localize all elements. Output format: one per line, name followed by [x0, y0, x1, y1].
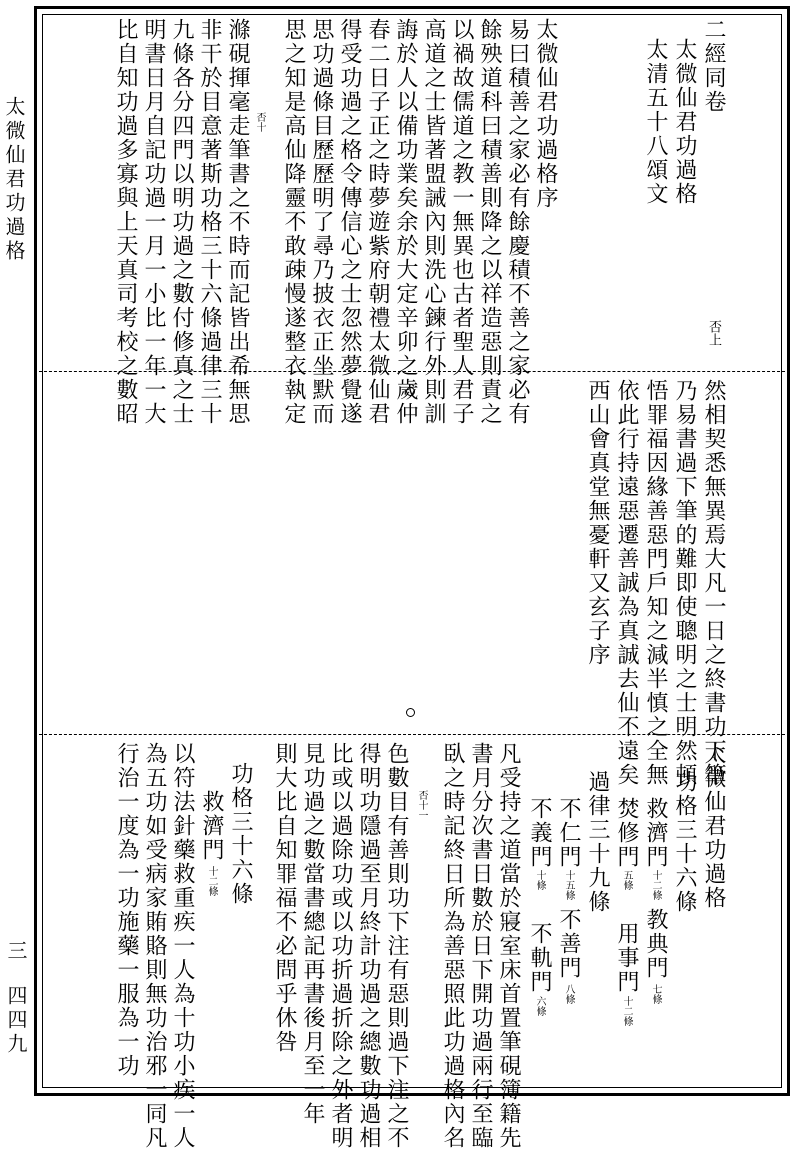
- preface-line: 得受功過之格令傳信心之士忽然夢覺遂: [337, 18, 362, 426]
- preface-line: 思之知是高仙降靈不敢疎慢遂整衣執定: [281, 18, 306, 426]
- body-line: 色數目有善則功下注有惡則過下注之不: [384, 742, 409, 1150]
- preface-line: 春二日子正之時夢遊紫府朝禮太微仙君: [365, 18, 390, 426]
- demerit-item-count: 十條: [534, 870, 545, 890]
- body-line: 臥之時記終日所為善惡照此功過格內名: [440, 742, 465, 1150]
- merit-item-name: 救濟門: [643, 797, 668, 869]
- preface-line: 滌硯揮毫走筆書之不時而記皆出希無思: [225, 18, 250, 426]
- section2-sub: 救濟門: [199, 790, 224, 862]
- merit-heading: 功格三十六條: [672, 770, 697, 914]
- header-line: 太微仙君功過格: [672, 38, 697, 206]
- rule-line: 為五功如受病家賄賂則無功治邪一同凡: [142, 742, 167, 1150]
- preface-title: 太微仙君功過格序: [533, 18, 558, 210]
- demerit-item-name: 不仁門: [556, 797, 581, 869]
- preface-line: 明書日月自記功過一月一小比一年一大: [141, 18, 166, 426]
- preface-line: 思功過條目歷歷明了尋乃披衣正坐默而: [309, 18, 334, 426]
- preface-continued-line: 然相契悉無異焉大凡一日之終書功下筆: [701, 379, 726, 787]
- preface-line: 非干於目意著斯功格三十六條過律三十: [197, 18, 222, 426]
- merit-item-count: 十二條: [621, 996, 632, 1026]
- rule-line: 以符法針藥救重疾一人為十功小疾一人: [170, 742, 195, 1150]
- preface-line: 高道之士皆著盟誡內則洗心鍊行外則訓: [421, 18, 446, 426]
- preface-signature: 西山會真堂無憂軒又玄子序: [585, 379, 610, 667]
- binding-hole-bottom: [406, 708, 415, 717]
- margin-title: 太微仙君功過格: [2, 96, 26, 264]
- header-line: 太清五十八頌文: [643, 38, 668, 206]
- demerit-item-count: 六條: [534, 996, 545, 1016]
- body-line: 得明功隱過至月終計功過之總數功過相: [356, 742, 381, 1150]
- section2-heading: 功格三十六條: [228, 762, 253, 906]
- margin-volume: 三: [4, 940, 28, 964]
- demerit-item-name: 不義門: [527, 797, 552, 869]
- rule-line: 行治一度為一功施藥一服為一功: [114, 742, 139, 1078]
- section-title: 太微仙君功過格: [701, 742, 726, 910]
- demerit-item-name: 不軌門: [527, 922, 552, 994]
- inline-note: 否十: [254, 112, 265, 132]
- preface-line: 以禍故儒道之教一無異也古者聖人君子: [449, 18, 474, 426]
- margin-page-number: 四四九: [4, 985, 28, 1057]
- demerit-heading: 過律三十九條: [585, 770, 610, 914]
- body-line: 比或以過除功或以功折過折除之外者明: [328, 742, 353, 1150]
- preface-continued-line: 依此行持遠惡遷善誠為真誠去仙不遠矣: [614, 379, 639, 787]
- preface-line: 誨於人以備功業矣余於大定辛卯之歲仲: [393, 18, 418, 426]
- demerit-item-count: 八條: [563, 984, 574, 1004]
- merit-item-count: 五條: [621, 870, 632, 890]
- inline-note: 否十一: [416, 790, 427, 820]
- merit-item-name: 焚修門: [614, 797, 639, 869]
- folio-mark: 否上: [706, 320, 721, 346]
- merit-item-name: 用事門: [614, 922, 639, 994]
- preface-line: 餘殃道科曰積善則降之以祥造惡則責之: [477, 18, 502, 426]
- merit-item-count: 十二條: [650, 870, 661, 900]
- preface-line: 九條各分四門以明功過之數付修真之士: [169, 18, 194, 426]
- body-line: 凡受持之道當於寢室床首置筆硯簿籍先: [496, 742, 521, 1150]
- preface-line: 易曰積善之家必有餘慶積不善之家必有: [505, 18, 530, 426]
- merit-item-name: 教典門: [643, 908, 668, 980]
- body-line: 見功過之數當書總記再書後月至一年: [300, 742, 325, 1126]
- body-line: 則大比自知罪福不必問乎休咎: [272, 742, 297, 1054]
- preface-continued-line: 悟罪福因緣善惡門戶知之減半慎之全無: [643, 379, 668, 787]
- demerit-item-name: 不善門: [556, 908, 581, 980]
- preface-continued-line: 乃易書過下筆的難即使聰明之士明然頓: [672, 379, 697, 787]
- merit-item-count: 七條: [650, 984, 661, 1004]
- preface-line: 比自知功過多寡與上天真司考校之數昭: [113, 18, 138, 426]
- demerit-item-count: 十五條: [563, 870, 574, 900]
- body-line: 書月分次書日數於日下開功過兩行至臨: [468, 742, 493, 1150]
- section2-sub-count: 十二條: [206, 866, 217, 896]
- header-line: 二經同卷: [701, 18, 726, 114]
